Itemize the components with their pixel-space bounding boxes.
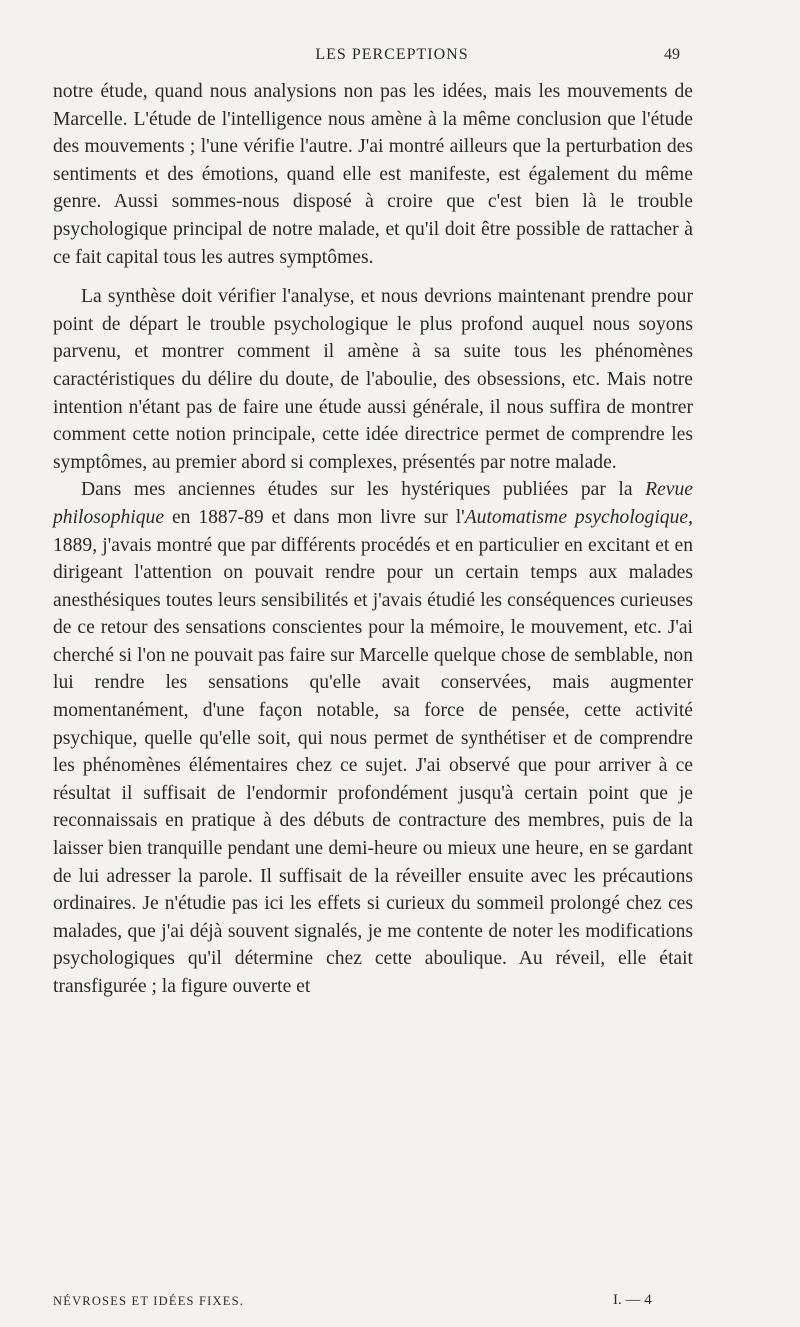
page-footer bbox=[53, 1294, 693, 1314]
book-title: Automatisme psychologique bbox=[464, 506, 689, 528]
page-number: 49 bbox=[664, 46, 680, 63]
sheet-mark: I. — 4 bbox=[613, 1292, 652, 1308]
paragraph-3-text-a: Dans mes anciennes études sur les hystériques publiées par la bbox=[81, 479, 633, 501]
paragraph-3 bbox=[53, 476, 693, 1000]
paragraph-3-text-b: en 1887-89 et dans mon livre sur l' bbox=[171, 506, 465, 528]
running-title: LES PERCEPTIONS bbox=[315, 46, 469, 63]
journal-title: Revue philosophique bbox=[53, 479, 693, 528]
paragraph-1: notre étude, quand nous analysions non pas les idées, mais les mouvements de Marcelle. L'étude de l'intelligence nous amène à la même conclusion que l'étude des mouvements ; l'une vérifie l'autre. J'ai montré ailleurs que la perturbation des sentiments et des émotions, quand elle est manifeste, est également du même genre. Aussi sommes-nous disposé à croire que c'est bien là le trouble psychologique principal de notre malade, et qu'il doit être possible de rattacher à ce fait capital tous les autres symptômes. bbox=[53, 81, 693, 268]
paragraph-2: La synthèse doit vérifier l'analyse, et nous devrions maintenant prendre pour point de départ le trouble psychologique le plus profond auquel nous soyons parvenu, et montrer comment il amène à sa suite tous les phénomènes caractéristiques du délire du doute, de l'aboulie, des obsessions, etc. Mais notre intention n'étant pas de faire une étude aussi générale, il nous suffira de montrer comment cette notion principale, cette idée directrice permet de comprendre les symptômes, au premier abord si complexes, présentés par notre malade. bbox=[53, 286, 693, 473]
body-text bbox=[53, 78, 693, 1001]
signature-line: NÉVROSES ET IDÉES FIXES. bbox=[53, 1294, 245, 1308]
running-head bbox=[104, 46, 680, 70]
paragraph-3-text-c: , 1889, j'avais montré que par différents procédés et en particulier en excitant et en dirigeant l'attention on pouvait rendre pour un certain temps aux malades anesthésiques toutes leurs sensibilités et j'avais étudié les conséquences curieuses de ce retour des sensations conscientes pour la mémoire, le mouvement, etc. J'ai cherché si l'on ne pouvait pas faire sur Marcelle quelque chose de semblable, non lui rendre les sensations qu'elle avait conservées, mais augmenter momentanément, d'une façon notable, sa force de pensée, cette activité psychique, quelle qu'elle soit, qui nous permet de synthétiser et de comprendre les phénomènes élémentaires chez ce sujet. J'ai observé que pour arriver à ce résultat il suffisait de l'endormir profondément jusqu'à certain point que je reconnaissais en pratique à des débuts de contracture des membres, puis de la laisser bien tranquille pendant une demi-heure ou mieux une heure, en se gardant de lui adresser la parole. Il suffisait de la réveiller ensuite avec les précautions ordinaires. Je n'étudie pas ici les effets si curieux du sommeil prolongé chez ces malades, que j'ai déjà souvent signalés, je me contente de noter les modifications psychologiques qu'il détermine chez cette aboulique. Au réveil, elle était transfigurée ; la figure ouverte et bbox=[53, 506, 693, 997]
